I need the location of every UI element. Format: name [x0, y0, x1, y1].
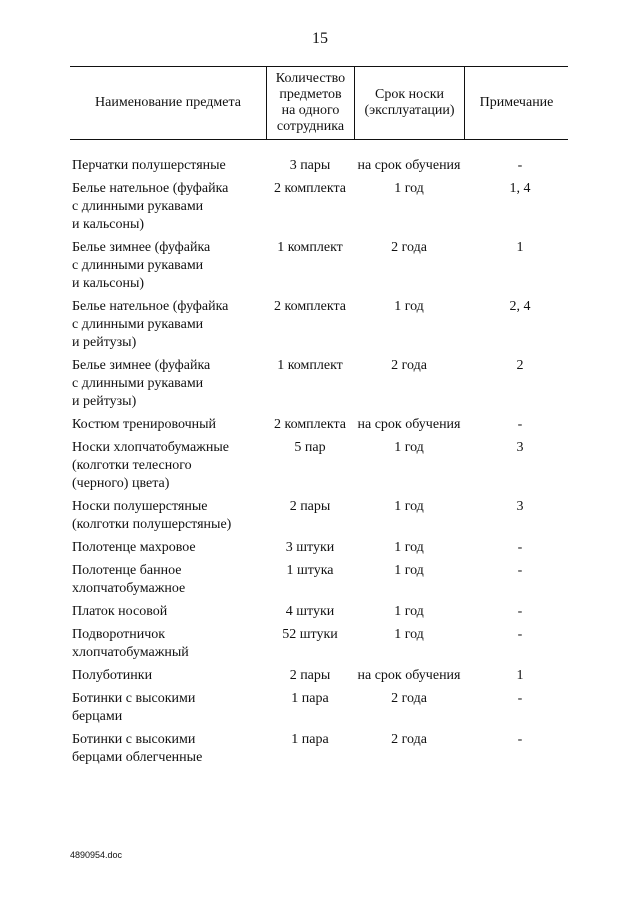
cell-name: Носки хлопчатобумажные (колготки телесного (черного) цвета) [72, 440, 229, 491]
cell-note: - [517, 627, 523, 642]
table-row [70, 667, 568, 685]
cell-name: Перчатки полушерстяные [72, 158, 226, 173]
cell-term: 1 год [394, 299, 424, 314]
cell-quantity: 2 комплекта [274, 299, 346, 314]
header-note: Примечание [464, 67, 568, 139]
table-row [70, 562, 568, 598]
cell-name: Белье зимнее (фуфайка с длинными рукавами и рейтузы) [72, 358, 211, 409]
cell-name: Носки полушерстяные (колготки полушерстяные) [72, 499, 232, 532]
table-row [70, 298, 568, 352]
table-row [70, 416, 568, 434]
table-header [70, 66, 568, 140]
cell-quantity: 2 пары [289, 499, 331, 514]
header-term-text: Срок носки (эксплуатации) [364, 87, 455, 118]
table-row [70, 439, 568, 493]
cell-note: 2 [516, 358, 524, 373]
cell-quantity: 2 пары [289, 668, 331, 683]
cell-term: 1 год [394, 540, 424, 555]
cell-term: 2 года [391, 691, 427, 706]
table-body [70, 140, 568, 767]
cell-quantity: 3 пары [289, 158, 331, 173]
items-table [70, 66, 568, 772]
cell-term: 2 года [391, 732, 427, 747]
cell-name: Полотенце махровое [72, 540, 196, 555]
cell-quantity: 3 штуки [285, 540, 335, 555]
cell-name: Полуботинки [72, 668, 153, 683]
cell-note: - [517, 563, 523, 578]
cell-note: - [517, 691, 523, 706]
cell-name: Белье зимнее (фуфайка с длинными рукавами и кальсоны) [72, 240, 211, 291]
table-row [70, 603, 568, 621]
cell-name: Белье нательное (фуфайка с длинными рукавами и кальсоны) [72, 181, 229, 232]
cell-quantity: 1 пара [291, 691, 329, 706]
cell-term: на срок обучения [357, 158, 461, 173]
cell-note: - [517, 158, 523, 173]
cell-note: 3 [516, 499, 524, 514]
table-row [70, 731, 568, 767]
table-row [70, 690, 568, 726]
cell-term: 2 года [391, 240, 427, 255]
cell-name: Полотенце банное хлопчатобумажное [72, 563, 186, 596]
header-name: Наименование предмета [95, 95, 241, 110]
table-row [70, 498, 568, 534]
cell-note: - [517, 732, 523, 747]
cell-name: Костюм тренировочный [72, 417, 217, 432]
cell-name: Платок носовой [72, 604, 168, 619]
cell-note: - [517, 417, 523, 432]
cell-quantity: 1 пара [291, 732, 329, 747]
table-row [70, 539, 568, 557]
cell-note: - [517, 540, 523, 555]
cell-quantity: 4 штуки [285, 604, 335, 619]
cell-note: 1 [516, 240, 524, 255]
cell-note: 2, 4 [509, 299, 531, 314]
cell-term: на срок обучения [357, 668, 461, 683]
table-row [70, 157, 568, 175]
cell-quantity: 1 комплект [277, 358, 343, 373]
cell-quantity: 1 комплект [277, 240, 343, 255]
cell-note: 1, 4 [509, 181, 531, 196]
cell-term: 1 год [394, 440, 424, 455]
cell-quantity: 5 пар [294, 440, 326, 455]
table-row [70, 239, 568, 293]
cell-note: 1 [516, 668, 524, 683]
cell-name: Ботинки с высокими берцами облегченные [72, 732, 203, 765]
cell-quantity: 2 комплекта [274, 417, 346, 432]
cell-term: 1 год [394, 499, 424, 514]
cell-quantity: 52 штуки [282, 627, 338, 642]
cell-name: Белье нательное (фуфайка с длинными рукавами и рейтузы) [72, 299, 229, 350]
table-row [70, 626, 568, 662]
footer-filename: 4890954.doc [70, 850, 123, 860]
cell-quantity: 1 штука [286, 563, 334, 578]
header-quantity-text: Количество предметов на одного сотрудника [275, 71, 346, 134]
table-row [70, 180, 568, 234]
cell-name: Ботинки с высокими берцами [72, 691, 196, 724]
cell-name: Подворотничок хлопчатобумажный [72, 627, 189, 660]
header-quantity [266, 67, 354, 139]
cell-term: 1 год [394, 627, 424, 642]
cell-term: 2 года [391, 358, 427, 373]
header-term [354, 67, 464, 139]
cell-note: - [517, 604, 523, 619]
cell-term: на срок обучения [357, 417, 461, 432]
table-row [70, 357, 568, 411]
cell-term: 1 год [394, 604, 424, 619]
page-number: 15 [312, 30, 328, 47]
cell-note: 3 [516, 440, 524, 455]
cell-quantity: 2 комплекта [274, 181, 346, 196]
cell-term: 1 год [394, 563, 424, 578]
cell-term: 1 год [394, 181, 424, 196]
